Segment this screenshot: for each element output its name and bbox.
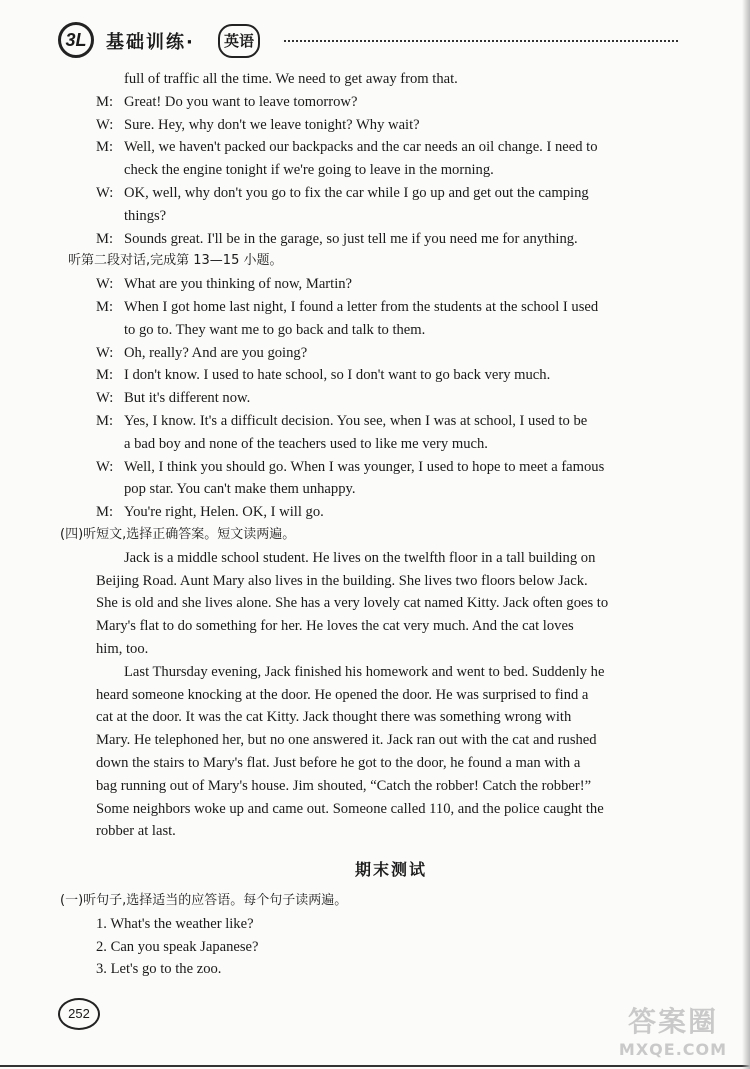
section-4-title: (四)听短文,选择正确答案。短文读两遍。 [60, 526, 296, 542]
dialogue-line [96, 387, 686, 410]
logo-icon: 3L [58, 22, 94, 58]
speaker-label: M: [96, 93, 114, 110]
dialogue-line [96, 501, 686, 524]
page-content [60, 68, 686, 981]
passage-line: Mary. He telephoned her, but no one answered it. Jack ran out with the cat and rushed [96, 732, 597, 749]
dialogue-text: I don't know. I used to hate school, so I don't want to go back very much. [124, 367, 551, 384]
speaker-label: M: [96, 367, 114, 384]
dialogue-text: full of traffic all the time. We need to get away from that. [124, 71, 458, 87]
speaker-label: M: [96, 504, 114, 521]
passage-line: Beijing Road. Aunt Mary also lives in the building. She lives two floors below Jack. [96, 572, 588, 589]
speaker-label: W: [96, 390, 114, 407]
passage-line: heard someone knocking at the door. He opened the door. He was surprised to find a [96, 686, 589, 703]
listening-passage [96, 547, 686, 843]
speaker-label: W: [96, 184, 114, 201]
question-item: 3. Let's go to the zoo. [96, 961, 222, 978]
dialogue-line [96, 410, 686, 433]
dialogue-line [96, 91, 686, 114]
speaker-label: W: [96, 344, 114, 361]
passage-line: She is old and she lives alone. She has a very lovely cat named Kitty. Jack often goes to [96, 595, 609, 612]
dialogue-line [96, 205, 686, 228]
dialogue-line [96, 136, 686, 159]
speaker-label: M: [96, 412, 114, 429]
speaker-label: M: [96, 230, 114, 247]
speaker-label: W: [96, 116, 114, 133]
dialogue-text: You're right, Helen. OK, I will go. [124, 504, 324, 521]
dialogue-text: Great! Do you want to leave tomorrow? [124, 93, 358, 110]
speaker-label: M: [96, 298, 114, 315]
dialogue-1 [96, 68, 686, 250]
dialogue-line [96, 342, 686, 365]
speaker-label: M: [96, 139, 114, 156]
dialogue-line [96, 296, 686, 319]
passage-line: bag running out of Mary's house. Jim shouted, “Catch the robber! Catch the robber!” [96, 777, 592, 794]
question-item: 2. Can you speak Japanese? [96, 938, 259, 955]
page-number: 252 [58, 998, 100, 1030]
dialogue-line [96, 478, 686, 501]
header-divider [284, 40, 678, 42]
dialogue-line [96, 114, 686, 137]
passage-line: him, too. [96, 640, 149, 657]
passage-line: Last Thursday evening, Jack finished his homework and went to bed. Suddenly he [124, 663, 605, 680]
watermark-logo-text: 答案圈 [627, 1005, 718, 1038]
passage-line: Some neighbors woke up and came out. Someone called 110, and the police caught the [96, 800, 604, 817]
subject-badge: 英语 [218, 24, 260, 58]
passage-line: cat at the door. It was the cat Kitty. Jack thought there was something wrong with [96, 709, 572, 726]
dialogue-text: What are you thinking of now, Martin? [124, 276, 353, 293]
passage-line: Mary's flat to do something for her. He loves the cat very much. And the cat loves [96, 618, 574, 635]
speaker-label: W: [96, 276, 114, 293]
dialogue-text: Yes, I know. It's a difficult decision. You see, when I was at school, I used to be [124, 412, 588, 429]
passage-line: down the stairs to Mary's flat. Just before he got to the door, he found a man with a [96, 754, 581, 771]
site-watermark [608, 1000, 738, 1062]
final-test-title: 期末测试 [354, 860, 427, 880]
dialogue-text: a bad boy and none of the teachers used to like me very much. [124, 435, 488, 452]
dialogue-line [96, 433, 686, 456]
page-header [58, 22, 678, 62]
dialogue-text: When I got home last night, I found a letter from the students at the school I used [124, 298, 599, 315]
final-question-list [96, 913, 686, 981]
dialogue-line [96, 159, 686, 182]
dialogue-line [96, 364, 686, 387]
dialogue-text: to go to. They want me to go back and talk to them. [124, 321, 426, 338]
dialogue-text: Well, I think you should go. When I was younger, I used to hope to meet a famous [124, 458, 605, 475]
dialogue-2 [96, 273, 686, 524]
dialogue-line [96, 273, 686, 296]
instruction-dialogue-2: 听第二段对话,完成第 13—15 小题。 [68, 253, 283, 269]
bottom-border [0, 1065, 750, 1067]
header-title: 基础训练· [106, 32, 195, 53]
scan-edge-shadow [742, 0, 750, 1069]
dialogue-text: OK, well, why don't you go to fix the car while I go up and get out the camping [124, 184, 589, 201]
dialogue-text: Sounds great. I'll be in the garage, so just tell me if you need me for anything. [124, 230, 578, 247]
dialogue-line [96, 68, 686, 91]
dialogue-text: Sure. Hey, why don't we leave tonight? Why wait? [124, 116, 420, 133]
passage-line: Jack is a middle school student. He lives on the twelfth floor in a tall building on [124, 549, 596, 566]
dialogue-text: things? [124, 207, 167, 224]
dialogue-text: Oh, really? And are you going? [124, 344, 308, 361]
speaker-label: W: [96, 458, 114, 475]
dialogue-line [96, 319, 686, 342]
dialogue-text: pop star. You can't make them unhappy. [124, 481, 356, 498]
question-item: 1. What's the weather like? [96, 915, 254, 932]
watermark-url: MXQE.COM [618, 1040, 728, 1059]
passage-line: robber at last. [96, 823, 176, 840]
dialogue-text: Well, we haven't packed our backpacks and the car needs an oil change. I need to [124, 139, 598, 156]
dialogue-text: check the engine tonight if we're going to leave in the morning. [124, 162, 494, 179]
dialogue-line [96, 228, 686, 251]
dialogue-line [96, 182, 686, 205]
dialogue-text: But it's different now. [124, 390, 251, 407]
final-section-1-title: (一)听句子,选择适当的应答语。每个句子读两遍。 [60, 893, 348, 909]
dialogue-line [96, 456, 686, 479]
